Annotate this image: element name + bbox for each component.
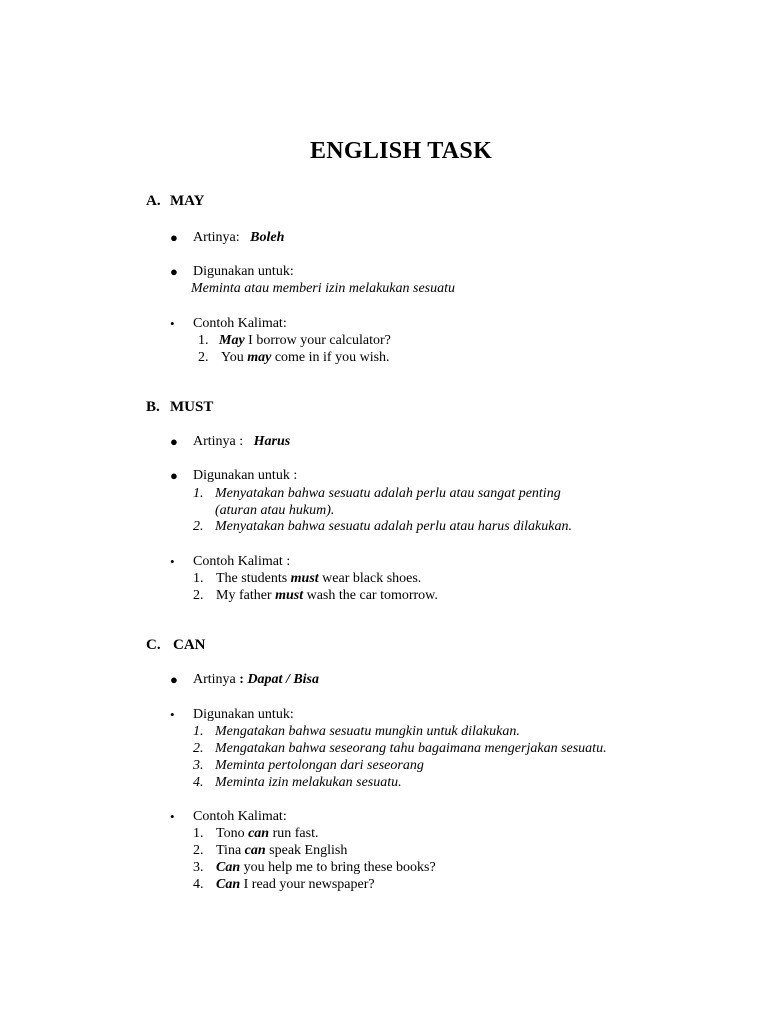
bullet-icon: •	[170, 809, 175, 824]
bullet-icon: •	[170, 554, 175, 569]
bullet-icon: ●	[170, 434, 178, 449]
must-meaning-text: Artinya : Harus	[193, 434, 291, 449]
must-examples-label: Contoh Kalimat :	[193, 554, 291, 569]
bullet-icon: •	[170, 316, 175, 331]
list-number: 2.	[193, 843, 204, 858]
must-usage-item-2: Menyatakan bahwa sesuatu adalah perlu atau harus dilakukan.	[215, 519, 572, 534]
section-heading-must: B. MUST	[146, 399, 214, 415]
list-number: 4.	[193, 775, 204, 790]
must-example-1: The students must wear black shoes.	[216, 571, 422, 586]
must-usage-item-1-cont: (aturan atau hukum).	[215, 503, 335, 518]
list-number: 2.	[193, 588, 204, 603]
can-example-2: Tina can speak English	[216, 843, 348, 858]
can-usage-item-3: Meminta pertolongan dari seseorang	[215, 758, 424, 773]
section-heading-can: C. CAN	[146, 637, 206, 653]
bullet-icon: ●	[170, 468, 178, 483]
bullet-icon: ●	[170, 230, 178, 245]
can-usage-item-1: Mengatakan bahwa sesuatu mungkin untuk dilakukan.	[215, 724, 520, 739]
can-usage-item-4: Meminta izin melakukan sesuatu.	[215, 775, 402, 790]
list-number: 1.	[193, 571, 204, 586]
list-number: 3.	[193, 758, 204, 773]
can-example-3: Can you help me to bring these books?	[216, 860, 436, 875]
list-number: 2.	[198, 350, 209, 365]
list-number: 1.	[193, 724, 204, 739]
bullet-icon: ●	[170, 264, 178, 279]
list-number: 1.	[193, 826, 204, 841]
bullet-icon: •	[170, 707, 175, 722]
may-examples-label: Contoh Kalimat:	[193, 316, 287, 331]
document-title: ENGLISH TASK	[309, 138, 493, 164]
list-number: 2.	[193, 519, 204, 534]
list-number: 4.	[193, 877, 204, 892]
may-example-2: You may come in if you wish.	[221, 350, 390, 365]
must-usage-item-1: Menyatakan bahwa sesuatu adalah perlu atau sangat penting	[215, 486, 561, 501]
section-heading-may: A. MAY	[146, 193, 205, 209]
must-usage-label: Digunakan untuk :	[193, 468, 298, 483]
list-number: 2.	[193, 741, 204, 756]
can-examples-label: Contoh Kalimat:	[193, 809, 287, 824]
list-number: 1.	[198, 333, 209, 348]
must-example-2: My father must wash the car tomorrow.	[216, 588, 438, 603]
can-example-1: Tono can run fast.	[216, 826, 319, 841]
may-meaning-text: Artinya: Boleh	[193, 230, 285, 245]
list-number: 3.	[193, 860, 204, 875]
can-usage-label: Digunakan untuk:	[193, 707, 294, 722]
may-usage-label: Digunakan untuk:	[193, 264, 294, 279]
may-usage-item: Meminta atau memberi izin melakukan sesuatu	[191, 281, 456, 296]
list-number: 1.	[193, 486, 204, 501]
bullet-icon: ●	[170, 672, 178, 687]
may-example-1: May I borrow your calculator?	[219, 333, 391, 348]
can-usage-item-2: Mengatakan bahwa seseorang tahu bagaimana mengerjakan sesuatu.	[215, 741, 607, 756]
can-meaning-text: Artinya : Dapat / Bisa	[193, 672, 320, 687]
can-example-4: Can I read your newspaper?	[216, 877, 375, 892]
